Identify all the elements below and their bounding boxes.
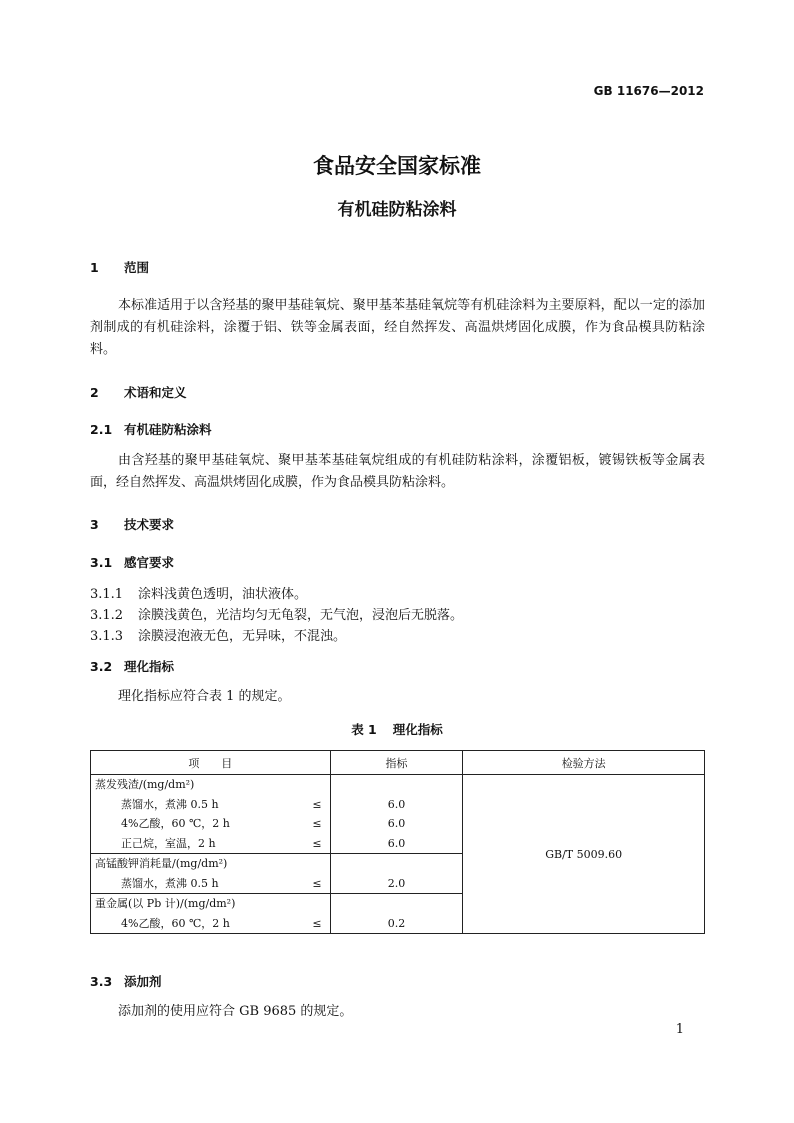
item-number: 3.1.2 (90, 608, 124, 623)
le-symbol: ≤ (312, 836, 322, 850)
section-number: 3.3 (90, 974, 113, 989)
page-title: 食品安全国家标准 (313, 154, 481, 178)
section-title: 有机硅防粘涂料 (124, 422, 212, 437)
section-2-heading (90, 383, 187, 401)
section-title: 技术要求 (124, 517, 175, 532)
list-item (90, 583, 307, 602)
header-method: 检验方法 (463, 751, 705, 775)
group-label: 重金属(以 Pb 计)/(mg/dm²) (95, 897, 236, 910)
section-1-heading (90, 258, 149, 276)
section-3-2-heading (90, 657, 174, 675)
row-value: 0.2 (387, 916, 406, 930)
section-number: 1 (90, 260, 99, 275)
header-item: 项 目 (91, 751, 331, 775)
row-item (91, 874, 330, 894)
row-value: 2.0 (387, 876, 406, 890)
table-caption-number: 表 1 (351, 722, 377, 737)
row-condition: 蒸馏水，煮沸 0.5 h (121, 797, 219, 811)
section-3-3-paragraph: 添加剂的使用应符合 GB 9685 的规定。 (118, 1004, 353, 1019)
section-3-2-paragraph: 理化指标应符合表 1 的规定。 (118, 689, 291, 704)
section-title: 添加剂 (124, 974, 162, 989)
table-row (91, 775, 705, 854)
section-2-1-paragraph: 由含羟基的聚甲基硅氧烷、聚甲基苯基硅氧烷组成的有机硅防粘涂料，涂覆铝板，镀锡铁板等金属表面，经自然挥发、高温烘烤固化成膜，作为食品模具防粘涂料。 (90, 453, 705, 490)
list-item (90, 625, 346, 644)
item-cell (91, 894, 331, 934)
value-cell (330, 854, 463, 894)
le-symbol: ≤ (312, 916, 322, 930)
section-number: 2 (90, 385, 99, 400)
page-subtitle: 有机硅防粘涂料 (337, 200, 457, 220)
section-title: 感官要求 (124, 555, 175, 570)
row-value: 6.0 (387, 817, 406, 830)
method-cell: GB/T 5009.60 (463, 775, 705, 934)
section-3-3-heading (90, 972, 162, 990)
item-number: 3.1.1 (90, 587, 124, 602)
list-item (90, 604, 463, 623)
section-number: 3 (90, 517, 99, 532)
item-cell (91, 854, 331, 894)
group-label: 高锰酸钾消耗量/(mg/dm²) (95, 857, 228, 870)
section-1-paragraph: 本标准适用于以含羟基的聚甲基硅氧烷、聚甲基苯基硅氧烷等有机硅涂料为主要原料，配以一定的添加剂制成的有机硅涂料，涂覆于铝、铁等金属表面，经自然挥发、高温烘烤固化成膜，作为食品模具防粘涂料。 (90, 298, 705, 357)
row-value: 6.0 (387, 836, 406, 850)
spec-table (90, 750, 705, 934)
section-2-1-heading (90, 420, 212, 438)
section-title: 理化指标 (124, 659, 175, 674)
row-condition: 蒸馏水，煮沸 0.5 h (121, 876, 219, 890)
section-number: 2.1 (90, 422, 113, 437)
item-number: 3.1.3 (90, 629, 124, 644)
row-condition: 正己烷，室温，2 h (121, 836, 216, 850)
value-cell (330, 894, 463, 934)
row-item (91, 814, 330, 834)
section-number: 3.2 (90, 659, 113, 674)
item-text: 涂料浅黄色透明，油状液体。 (138, 587, 308, 602)
row-condition: 4%乙酸，60 ℃，2 h (121, 916, 230, 930)
section-3-heading (90, 515, 174, 533)
section-number: 3.1 (90, 555, 113, 570)
row-item (91, 914, 330, 934)
value-cell (330, 775, 463, 854)
le-symbol: ≤ (312, 876, 322, 890)
item-text: 涂膜浸泡液无色，无异味，不混浊。 (138, 629, 347, 644)
item-cell (91, 775, 331, 854)
row-condition: 4%乙酸，60 ℃，2 h (121, 817, 230, 830)
standard-code: GB 11676—2012 (593, 84, 704, 98)
section-title: 术语和定义 (124, 385, 187, 400)
table-caption-title: 理化指标 (392, 722, 443, 737)
item-text: 涂膜浅黄色，光洁均匀无龟裂，无气泡，浸泡后无脱落。 (138, 608, 464, 623)
le-symbol: ≤ (312, 797, 322, 811)
table-caption (0, 720, 794, 738)
page-number: 1 (675, 1022, 684, 1037)
row-item (91, 795, 330, 815)
row-value: 6.0 (387, 797, 406, 811)
table-header-row (91, 751, 705, 775)
le-symbol: ≤ (312, 817, 322, 830)
group-label: 蒸发残渣/(mg/dm²) (95, 778, 195, 791)
row-item (91, 834, 330, 854)
section-3-1-heading (90, 553, 174, 571)
header-value: 指标 (330, 751, 463, 775)
section-title: 范围 (124, 260, 150, 275)
